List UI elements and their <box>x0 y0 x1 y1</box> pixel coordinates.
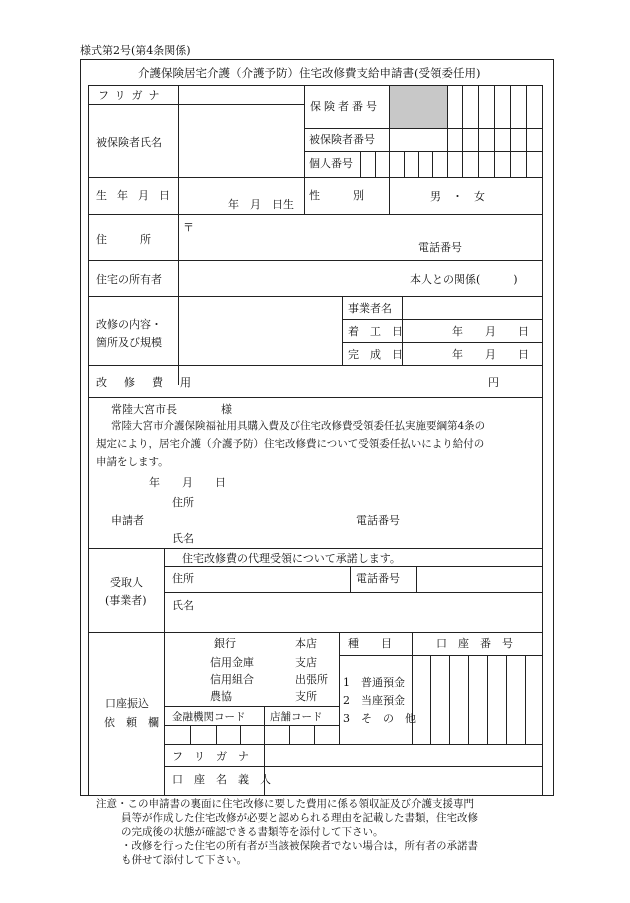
sex-label: 性 別 <box>309 189 364 202</box>
application-date: 年 月 日 <box>149 476 226 489</box>
recipient-address-label: 住所 <box>172 572 194 585</box>
address-phone-label: 電話番号 <box>418 241 462 254</box>
insured-number-label: 被保険者番号 <box>309 133 375 146</box>
note-line4: ・改修を行った住宅の所有者が当該被保険者でない場合は，所有者の承諾書 <box>121 840 478 852</box>
note-line5: も併せて添付して下さい。 <box>121 854 247 866</box>
note-line3: の完成後の状態が確認できる書類等を添付して下さい。 <box>121 826 384 838</box>
application-body-line2: 規定により，居宅介護（介護予防）住宅改修費について受領委任払いにより給付の <box>96 438 485 450</box>
furigana-label: フリガナ <box>98 89 166 102</box>
insurer-number-label: 保険者番号 <box>310 100 380 113</box>
institution-shinkumi[interactable]: 信用組合 <box>210 673 254 686</box>
renovation-label-line1: 改修の内容・ <box>96 318 162 331</box>
account-type-other[interactable]: 3 そ の 他 <box>343 712 416 725</box>
note-line2: 員等が作成した住宅改修が必要と認められる理由を記載した書類，住宅改修 <box>121 812 478 824</box>
form-number: 様式第2号(第4条関係) <box>80 44 191 57</box>
applicant-label: 申請者 <box>111 514 144 527</box>
account-holder-field[interactable] <box>266 768 541 794</box>
address-field[interactable] <box>196 216 536 258</box>
recipient-name-label: 氏名 <box>172 599 194 612</box>
owner-field[interactable] <box>180 262 400 294</box>
contractor-label: 事業者名 <box>348 302 392 315</box>
sex-options[interactable]: 男 ・ 女 <box>430 190 485 203</box>
recipient-name-field[interactable] <box>200 594 530 630</box>
institution-code-label: 金融機関コード <box>172 711 246 723</box>
complete-date-format: 年 月 日 <box>452 348 529 361</box>
branch-office[interactable]: 支所 <box>295 690 317 703</box>
owner-relation: 本人との関係( ) <box>410 273 518 286</box>
account-type-ordinary[interactable]: 1 普通預金 <box>343 676 405 689</box>
account-number-label: 口 座 番 号 <box>436 637 513 650</box>
postal-mark: 〒 <box>183 221 194 234</box>
personal-number-label: 個人番号 <box>309 157 353 170</box>
renovation-content-field[interactable] <box>180 298 340 364</box>
applicant-address-label: 住所 <box>172 496 194 509</box>
bank-section-label-line2: 依 頼 欄 <box>104 716 159 729</box>
recipient-phone-label: 電話番号 <box>356 572 400 585</box>
lower-label-column-divider <box>164 548 165 796</box>
institution-nokyo[interactable]: 農協 <box>210 690 232 703</box>
account-holder-label: 口 座 名 義 人 <box>172 773 271 786</box>
applicant-name-label: 氏名 <box>172 532 194 545</box>
recipient-consent: 住宅改修費の代理受領について承諾します。 <box>182 552 401 565</box>
label-column-divider <box>178 85 179 385</box>
institution-bank[interactable]: 銀行 <box>214 637 236 650</box>
renovation-label-line2: 箇所及び規模 <box>96 336 162 349</box>
branch-main[interactable]: 本店 <box>295 637 317 650</box>
bank-furigana-field[interactable] <box>266 746 541 764</box>
cost-label: 改 修 費 用 <box>96 376 194 389</box>
recipient-label-line2: (事業者) <box>105 594 147 607</box>
branch-sub-office[interactable]: 出張所 <box>295 673 328 686</box>
note-line1: 注意・この申請書の裏面に住宅改修に要した費用に係る領収証及び介護支援専門 <box>96 798 474 810</box>
insurer-number-shaded-cells <box>390 86 447 128</box>
recipient-label-line1: 受取人 <box>110 576 143 589</box>
applicant-fields[interactable] <box>200 492 530 542</box>
account-type-current[interactable]: 2 当座預金 <box>343 694 405 707</box>
complete-date-label: 完 成 日 <box>348 348 403 361</box>
branch-code-label: 店舗コード <box>270 711 323 723</box>
application-body-line1: 常陸大宮市介護保険福祉用具購入費及び住宅改修費受領委任払実施要綱第4条の <box>111 420 486 432</box>
owner-label: 住宅の所有者 <box>96 273 162 286</box>
bank-furigana-label: フ リ ガ ナ <box>172 750 249 763</box>
account-type-label: 種 目 <box>348 637 392 650</box>
cost-field[interactable] <box>180 367 480 395</box>
insured-name-label: 被保険者氏名 <box>96 136 162 149</box>
cost-unit: 円 <box>488 376 499 389</box>
furigana-field[interactable] <box>180 86 302 103</box>
start-date-label: 着 工 日 <box>348 325 403 338</box>
bank-section-label-line1: 口座振込 <box>105 697 149 710</box>
application-body-line3: 申請をします。 <box>96 456 169 468</box>
insured-name-field[interactable] <box>180 106 302 176</box>
address-label: 住 所 <box>96 233 151 246</box>
addressee: 常陸大宮市長 様 <box>111 403 232 416</box>
start-date-format: 年 月 日 <box>452 325 529 338</box>
branch-branch[interactable]: 支店 <box>295 656 317 669</box>
applicant-phone-label: 電話番号 <box>356 514 400 527</box>
birthdate-format: 年 月 日生 <box>228 198 294 211</box>
form-title: 介護保険居宅介護（介護予防）住宅改修費支給申請書(受領委任用) <box>138 66 481 80</box>
institution-shinkin[interactable]: 信用金庫 <box>210 656 254 669</box>
birthdate-label: 生年月日 <box>96 189 180 202</box>
